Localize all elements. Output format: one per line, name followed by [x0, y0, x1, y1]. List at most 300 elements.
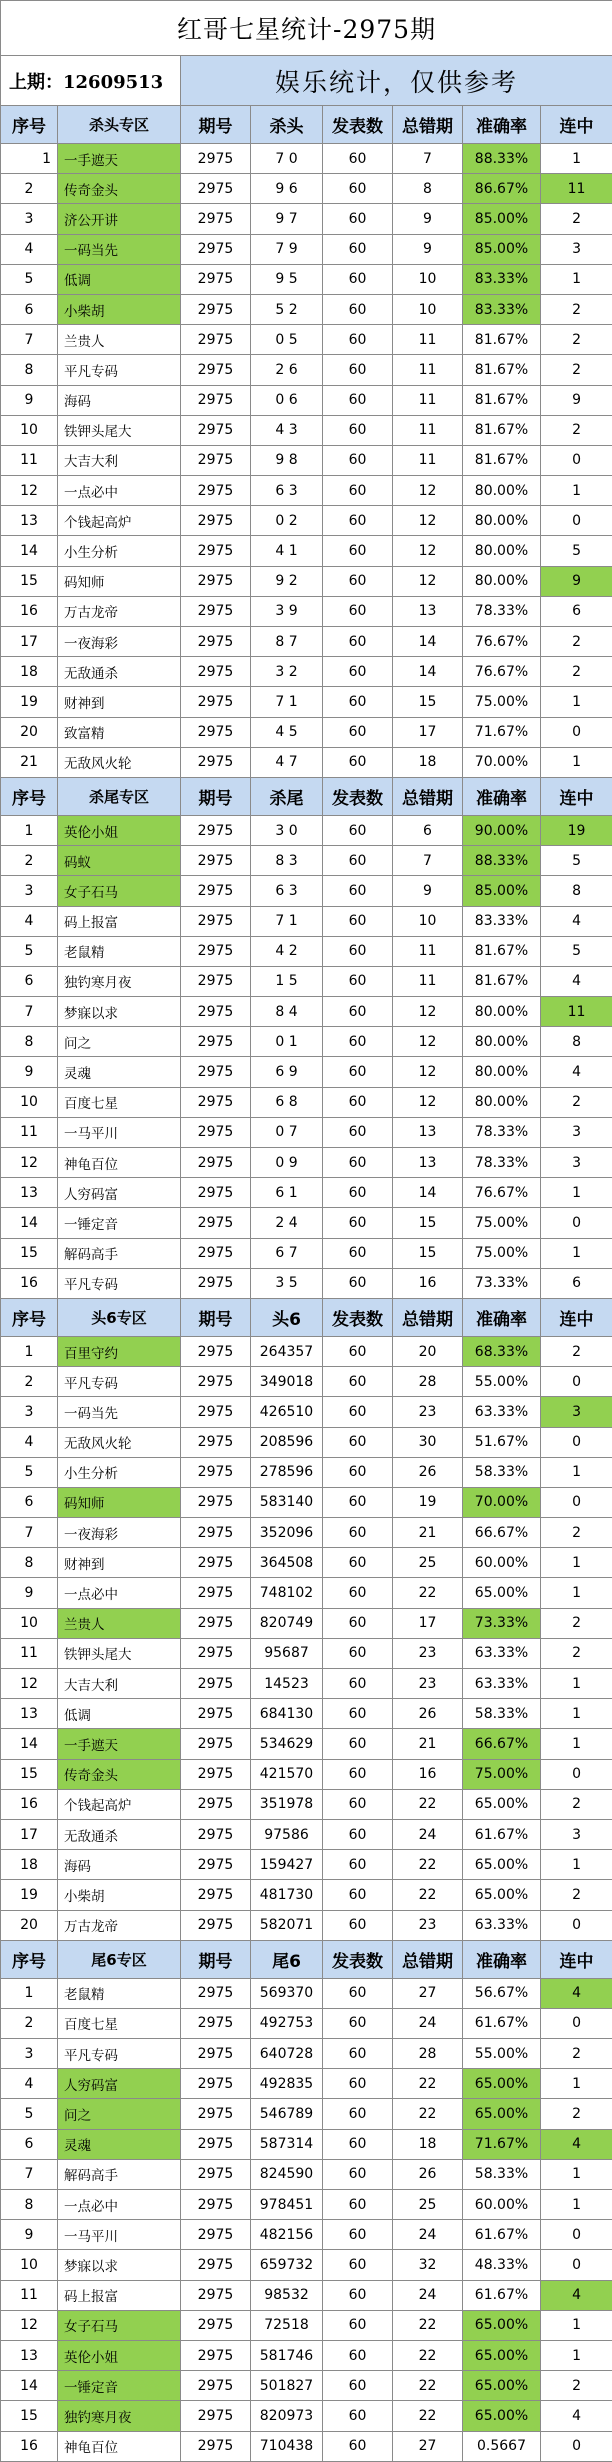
- pick-cell: 349018: [251, 1367, 323, 1397]
- pick-header: 杀尾: [251, 777, 323, 815]
- accuracy-cell: 76.67%: [463, 627, 541, 657]
- total-error-cell: 21: [393, 1729, 463, 1759]
- total-error-cell: 18: [393, 747, 463, 777]
- pick-cell: 426510: [251, 1397, 323, 1427]
- accuracy-cell: 65.00%: [463, 2340, 541, 2370]
- accuracy-cell: 81.67%: [463, 445, 541, 475]
- total-error-cell: 12: [393, 536, 463, 566]
- total-error-cell: 22: [393, 2340, 463, 2370]
- rank-cell: 14: [1, 1208, 58, 1238]
- published-count-cell: 60: [323, 596, 393, 626]
- rank-cell: 9: [1, 1057, 58, 1087]
- pick-cell: 820973: [251, 2401, 323, 2431]
- rank-cell: 12: [1, 476, 58, 506]
- pick-cell: 581746: [251, 2340, 323, 2370]
- period-cell: 2975: [181, 476, 251, 506]
- rank-cell: 14: [1, 1729, 58, 1759]
- total-error-cell: 9: [393, 876, 463, 906]
- rank-cell: 2: [1, 174, 58, 204]
- accuracy-cell: 75.00%: [463, 1759, 541, 1789]
- predictor-name-cell: 万古龙帝: [58, 596, 181, 626]
- rank-cell: 5: [1, 264, 58, 294]
- pick-cell: 481730: [251, 1880, 323, 1910]
- streak-cell: 0: [541, 506, 612, 536]
- pick-cell: 824590: [251, 2159, 323, 2189]
- total-error-cell: 22: [393, 1850, 463, 1880]
- table-row: [1, 1268, 612, 1298]
- total-error-cell: 11: [393, 325, 463, 355]
- period-cell: 2975: [181, 936, 251, 966]
- rank-cell: 4: [1, 1427, 58, 1457]
- total-error-cell: 11: [393, 966, 463, 996]
- rank-cell: 6: [1, 1487, 58, 1517]
- period-cell: 2975: [181, 1057, 251, 1087]
- accuracy-cell: 58.33%: [463, 1699, 541, 1729]
- rank-header: 序号: [1, 106, 58, 144]
- streak-cell: 8: [541, 876, 612, 906]
- rank-cell: 7: [1, 325, 58, 355]
- total-error-cell: 17: [393, 717, 463, 747]
- accuracy-cell: 80.00%: [463, 1027, 541, 1057]
- pick-cell: 4 5: [251, 717, 323, 747]
- accuracy-cell: 70.00%: [463, 747, 541, 777]
- total-error-cell: 10: [393, 264, 463, 294]
- streak-cell: 9: [541, 385, 612, 415]
- pick-cell: 820749: [251, 1608, 323, 1638]
- rank-cell: 18: [1, 1850, 58, 1880]
- table-row: [1, 2099, 612, 2129]
- published-count-cell: 60: [323, 1087, 393, 1117]
- table-row: [1, 385, 612, 415]
- streak-cell: 3: [541, 1148, 612, 1178]
- accuracy-cell: 63.33%: [463, 1669, 541, 1699]
- published-count-cell: 60: [323, 687, 393, 717]
- streak-cell: 11: [541, 174, 612, 204]
- streak-cell: 2: [541, 355, 612, 385]
- period-cell: 2975: [181, 2159, 251, 2189]
- streak-cell: 4: [541, 906, 612, 936]
- total-error-cell: 26: [393, 1699, 463, 1729]
- rank-cell: 3: [1, 876, 58, 906]
- streak-cell: 5: [541, 936, 612, 966]
- table-row: [1, 536, 612, 566]
- period-cell: 2975: [181, 294, 251, 324]
- period-cell: 2975: [181, 2190, 251, 2220]
- total-error-cell: 25: [393, 2190, 463, 2220]
- section-name-header: 杀尾专区: [58, 777, 181, 815]
- pick-cell: 95687: [251, 1638, 323, 1668]
- pick-cell: 352096: [251, 1518, 323, 1548]
- accuracy-cell: 65.00%: [463, 2099, 541, 2129]
- predictor-name-cell: 一点必中: [58, 2190, 181, 2220]
- period-cell: 2975: [181, 997, 251, 1027]
- table-row: [1, 234, 612, 264]
- pick-header: 尾6: [251, 1940, 323, 1978]
- rank-cell: 14: [1, 2371, 58, 2401]
- streak-cell: 4: [541, 2129, 612, 2159]
- table-row: [1, 1238, 612, 1268]
- rank-cell: 1: [1, 144, 58, 174]
- total-error-cell: 24: [393, 1819, 463, 1849]
- accuracy-cell: 65.00%: [463, 2310, 541, 2340]
- total-error-cell: 13: [393, 1117, 463, 1147]
- published-count-cell: 60: [323, 1238, 393, 1268]
- period-cell: 2975: [181, 1729, 251, 1759]
- published-count-cell: 60: [323, 906, 393, 936]
- predictor-name-cell: 灵魂: [58, 2129, 181, 2159]
- rank-cell: 12: [1, 2310, 58, 2340]
- rank-cell: 3: [1, 204, 58, 234]
- period-cell: 2975: [181, 2069, 251, 2099]
- streak-cell: 2: [541, 1608, 612, 1638]
- total-error-cell: 18: [393, 2129, 463, 2159]
- table-row: [1, 1910, 612, 1940]
- accuracy-cell: 65.00%: [463, 1789, 541, 1819]
- rank-cell: 8: [1, 1027, 58, 1057]
- predictor-name-cell: 梦寐以求: [58, 997, 181, 1027]
- published-count-cell: 60: [323, 2190, 393, 2220]
- period-cell: 2975: [181, 876, 251, 906]
- period-cell: 2975: [181, 1789, 251, 1819]
- pick-cell: 6 8: [251, 1087, 323, 1117]
- pick-cell: 5 2: [251, 294, 323, 324]
- pick-cell: 3 2: [251, 657, 323, 687]
- table-row: [1, 566, 612, 596]
- streak-cell: 0: [541, 1427, 612, 1457]
- accuracy-cell: 78.33%: [463, 1117, 541, 1147]
- streak-cell: 9: [541, 566, 612, 596]
- published-count-cell: 60: [323, 1117, 393, 1147]
- total-error-cell: 22: [393, 2069, 463, 2099]
- pick-cell: 7 1: [251, 906, 323, 936]
- table-row: [1, 717, 612, 747]
- table-row: [1, 2250, 612, 2280]
- table-row: [1, 2159, 612, 2189]
- pick-cell: 583140: [251, 1487, 323, 1517]
- period-cell: 2975: [181, 846, 251, 876]
- table-row: [1, 1608, 612, 1638]
- period-cell: 2975: [181, 234, 251, 264]
- pick-cell: 0 2: [251, 506, 323, 536]
- rank-cell: 3: [1, 2039, 58, 2069]
- accuracy-cell: 75.00%: [463, 687, 541, 717]
- total-error-cell: 27: [393, 1978, 463, 2008]
- rank-cell: 17: [1, 1819, 58, 1849]
- period-cell: 2975: [181, 2371, 251, 2401]
- streak-cell: 8: [541, 1027, 612, 1057]
- pick-cell: 6 3: [251, 876, 323, 906]
- rank-cell: 19: [1, 1880, 58, 1910]
- predictor-name-cell: 百度七星: [58, 1087, 181, 1117]
- accuracy-cell: 55.00%: [463, 2039, 541, 2069]
- period-cell: 2975: [181, 906, 251, 936]
- predictor-name-cell: 低调: [58, 1699, 181, 1729]
- table-row: [1, 506, 612, 536]
- streak-cell: 1: [541, 2310, 612, 2340]
- streak-cell: 0: [541, 1367, 612, 1397]
- pick-cell: 9 6: [251, 174, 323, 204]
- total-error-cell: 22: [393, 2401, 463, 2431]
- table-row: [1, 1457, 612, 1487]
- published-count-cell: 60: [323, 566, 393, 596]
- table-row: [1, 1487, 612, 1517]
- published-count-header: 发表数: [323, 1298, 393, 1336]
- streak-cell: 1: [541, 1729, 612, 1759]
- pick-cell: 6 9: [251, 1057, 323, 1087]
- streak-cell: 6: [541, 1268, 612, 1298]
- pick-cell: 569370: [251, 1978, 323, 2008]
- predictor-name-cell: 码知师: [58, 566, 181, 596]
- table-row: [1, 2190, 612, 2220]
- streak-cell: 2: [541, 415, 612, 445]
- published-count-cell: 60: [323, 1880, 393, 1910]
- published-count-cell: 60: [323, 815, 393, 845]
- pick-cell: 9 5: [251, 264, 323, 294]
- table-row: [1, 1397, 612, 1427]
- total-error-cell: 12: [393, 1027, 463, 1057]
- pick-cell: 587314: [251, 2129, 323, 2159]
- period-cell: 2975: [181, 1487, 251, 1517]
- rank-cell: 8: [1, 2190, 58, 2220]
- rank-cell: 11: [1, 1117, 58, 1147]
- predictor-name-cell: 财神到: [58, 1548, 181, 1578]
- accuracy-cell: 86.67%: [463, 174, 541, 204]
- predictor-name-cell: 铁钾头尾大: [58, 415, 181, 445]
- streak-cell: 3: [541, 234, 612, 264]
- period-cell: 2975: [181, 536, 251, 566]
- streak-cell: 1: [541, 1699, 612, 1729]
- total-error-cell: 9: [393, 234, 463, 264]
- streak-cell: 0: [541, 1759, 612, 1789]
- total-error-cell: 11: [393, 445, 463, 475]
- streak-cell: 2: [541, 2371, 612, 2401]
- period-cell: 2975: [181, 506, 251, 536]
- pick-cell: 710438: [251, 2431, 323, 2461]
- period-cell: 2975: [181, 2310, 251, 2340]
- table-row: [1, 355, 612, 385]
- total-error-cell: 26: [393, 2159, 463, 2189]
- period-cell: 2975: [181, 1518, 251, 1548]
- published-count-cell: 60: [323, 2008, 393, 2038]
- total-error-cell: 12: [393, 566, 463, 596]
- predictor-name-cell: 平凡专码: [58, 1268, 181, 1298]
- published-count-cell: 60: [323, 1178, 393, 1208]
- predictor-name-cell: 平凡专码: [58, 355, 181, 385]
- table-row: [1, 2340, 612, 2370]
- streak-cell: 1: [541, 1178, 612, 1208]
- predictor-name-cell: 一码当先: [58, 234, 181, 264]
- streak-header: 连中: [541, 1298, 612, 1336]
- predictor-name-cell: 一码当先: [58, 1397, 181, 1427]
- streak-cell: 1: [541, 2069, 612, 2099]
- predictor-name-cell: 铁钾头尾大: [58, 1638, 181, 1668]
- section-header-row: [1, 1940, 612, 1978]
- predictor-name-cell: 问之: [58, 1027, 181, 1057]
- predictor-name-cell: 码上报富: [58, 906, 181, 936]
- period-cell: 2975: [181, 1238, 251, 1268]
- table-row: [1, 627, 612, 657]
- predictor-name-cell: 济公开讲: [58, 204, 181, 234]
- predictor-name-cell: 人穷码富: [58, 1178, 181, 1208]
- rank-cell: 1: [1, 815, 58, 845]
- accuracy-cell: 61.67%: [463, 2220, 541, 2250]
- published-count-cell: 60: [323, 1027, 393, 1057]
- predictor-name-cell: 码知师: [58, 1487, 181, 1517]
- published-count-cell: 60: [323, 415, 393, 445]
- streak-cell: 5: [541, 846, 612, 876]
- published-count-cell: 60: [323, 2310, 393, 2340]
- table-row: [1, 1148, 612, 1178]
- predictor-name-cell: 独钓寒月夜: [58, 966, 181, 996]
- total-error-cell: 22: [393, 2371, 463, 2401]
- table-row: [1, 1518, 612, 1548]
- pick-cell: 0 5: [251, 325, 323, 355]
- period-cell: 2975: [181, 1638, 251, 1668]
- period-cell: 2975: [181, 2250, 251, 2280]
- rank-cell: 6: [1, 2129, 58, 2159]
- streak-cell: 1: [541, 1669, 612, 1699]
- period-cell: 2975: [181, 2340, 251, 2370]
- streak-cell: 2: [541, 1087, 612, 1117]
- pick-cell: 1 5: [251, 966, 323, 996]
- accuracy-cell: 73.33%: [463, 1608, 541, 1638]
- accuracy-cell: 56.67%: [463, 1978, 541, 2008]
- streak-cell: 0: [541, 1208, 612, 1238]
- accuracy-cell: 60.00%: [463, 1548, 541, 1578]
- rank-cell: 10: [1, 415, 58, 445]
- predictor-name-cell: 传奇金头: [58, 174, 181, 204]
- published-count-cell: 60: [323, 2371, 393, 2401]
- streak-cell: 2: [541, 1638, 612, 1668]
- rank-cell: 7: [1, 1518, 58, 1548]
- table-row: [1, 1978, 612, 2008]
- table-row: [1, 476, 612, 506]
- section-name-header: 尾6专区: [58, 1940, 181, 1978]
- streak-cell: 1: [541, 2159, 612, 2189]
- pick-header: 头6: [251, 1298, 323, 1336]
- rank-cell: 7: [1, 997, 58, 1027]
- pick-cell: 582071: [251, 1910, 323, 1940]
- predictor-name-cell: 一锤定音: [58, 1208, 181, 1238]
- table-row: [1, 2220, 612, 2250]
- table-row: [1, 1699, 612, 1729]
- rank-cell: 9: [1, 2220, 58, 2250]
- table-row: [1, 815, 612, 845]
- published-count-cell: 60: [323, 2129, 393, 2159]
- pick-cell: 3 9: [251, 596, 323, 626]
- published-count-cell: 60: [323, 1850, 393, 1880]
- predictor-name-cell: 兰贵人: [58, 1608, 181, 1638]
- rank-cell: 12: [1, 1148, 58, 1178]
- published-count-cell: 60: [323, 1729, 393, 1759]
- total-error-header: 总错期: [393, 1940, 463, 1978]
- table-row: [1, 1087, 612, 1117]
- published-count-cell: 60: [323, 325, 393, 355]
- period-cell: 2975: [181, 1548, 251, 1578]
- table-row: [1, 1367, 612, 1397]
- period-cell: 2975: [181, 1336, 251, 1366]
- page-title: 红哥七星统计-2975期: [1, 1, 612, 56]
- pick-cell: 7 0: [251, 144, 323, 174]
- rank-cell: 15: [1, 2401, 58, 2431]
- table-row: [1, 2008, 612, 2038]
- accuracy-cell: 66.67%: [463, 1518, 541, 1548]
- table-row: [1, 747, 612, 777]
- total-error-cell: 15: [393, 1208, 463, 1238]
- accuracy-cell: 71.67%: [463, 717, 541, 747]
- predictor-name-cell: 大吉大利: [58, 1669, 181, 1699]
- published-count-cell: 60: [323, 1057, 393, 1087]
- pick-cell: 492835: [251, 2069, 323, 2099]
- accuracy-cell: 65.00%: [463, 2401, 541, 2431]
- pick-cell: 97586: [251, 1819, 323, 1849]
- total-error-cell: 10: [393, 906, 463, 936]
- period-cell: 2975: [181, 1850, 251, 1880]
- period-cell: 2975: [181, 144, 251, 174]
- accuracy-cell: 58.33%: [463, 1457, 541, 1487]
- rank-cell: 5: [1, 2099, 58, 2129]
- predictor-name-cell: 无敌风火轮: [58, 1427, 181, 1457]
- rank-cell: 2: [1, 2008, 58, 2038]
- published-count-cell: 60: [323, 997, 393, 1027]
- streak-cell: 1: [541, 476, 612, 506]
- accuracy-cell: 81.67%: [463, 325, 541, 355]
- streak-cell: 4: [541, 2401, 612, 2431]
- predictor-name-cell: 百度七星: [58, 2008, 181, 2038]
- accuracy-cell: 68.33%: [463, 1336, 541, 1366]
- published-count-cell: 60: [323, 1759, 393, 1789]
- table-row: [1, 264, 612, 294]
- predictor-name-cell: 无敌风火轮: [58, 747, 181, 777]
- predictor-name-cell: 老鼠精: [58, 936, 181, 966]
- streak-cell: 2: [541, 204, 612, 234]
- total-error-cell: 17: [393, 1608, 463, 1638]
- table-row: [1, 1117, 612, 1147]
- published-count-cell: 60: [323, 264, 393, 294]
- total-error-cell: 15: [393, 1238, 463, 1268]
- published-count-cell: 60: [323, 747, 393, 777]
- section-name-header: 头6专区: [58, 1298, 181, 1336]
- rank-cell: 4: [1, 2069, 58, 2099]
- table-row: [1, 1208, 612, 1238]
- streak-header: 连中: [541, 1940, 612, 1978]
- pick-cell: 351978: [251, 1789, 323, 1819]
- pick-cell: 978451: [251, 2190, 323, 2220]
- published-count-cell: 60: [323, 2401, 393, 2431]
- accuracy-cell: 85.00%: [463, 234, 541, 264]
- table-row: [1, 1880, 612, 1910]
- accuracy-cell: 81.67%: [463, 355, 541, 385]
- predictor-name-cell: 一点必中: [58, 1578, 181, 1608]
- published-count-header: 发表数: [323, 106, 393, 144]
- rank-cell: 3: [1, 1397, 58, 1427]
- previous-period-label: 上期：12609513: [1, 56, 181, 106]
- streak-cell: 1: [541, 2190, 612, 2220]
- rank-cell: 12: [1, 1669, 58, 1699]
- period-cell: 2975: [181, 1910, 251, 1940]
- table-row: [1, 2280, 612, 2310]
- pick-cell: 6 1: [251, 1178, 323, 1208]
- predictor-name-cell: 码蚁: [58, 846, 181, 876]
- rank-cell: 16: [1, 1789, 58, 1819]
- streak-cell: 2: [541, 1336, 612, 1366]
- published-count-cell: 60: [323, 476, 393, 506]
- predictor-name-cell: 一手遮天: [58, 144, 181, 174]
- published-count-cell: 60: [323, 1148, 393, 1178]
- period-cell: 2975: [181, 325, 251, 355]
- pick-cell: 8 7: [251, 627, 323, 657]
- rank-cell: 11: [1, 445, 58, 475]
